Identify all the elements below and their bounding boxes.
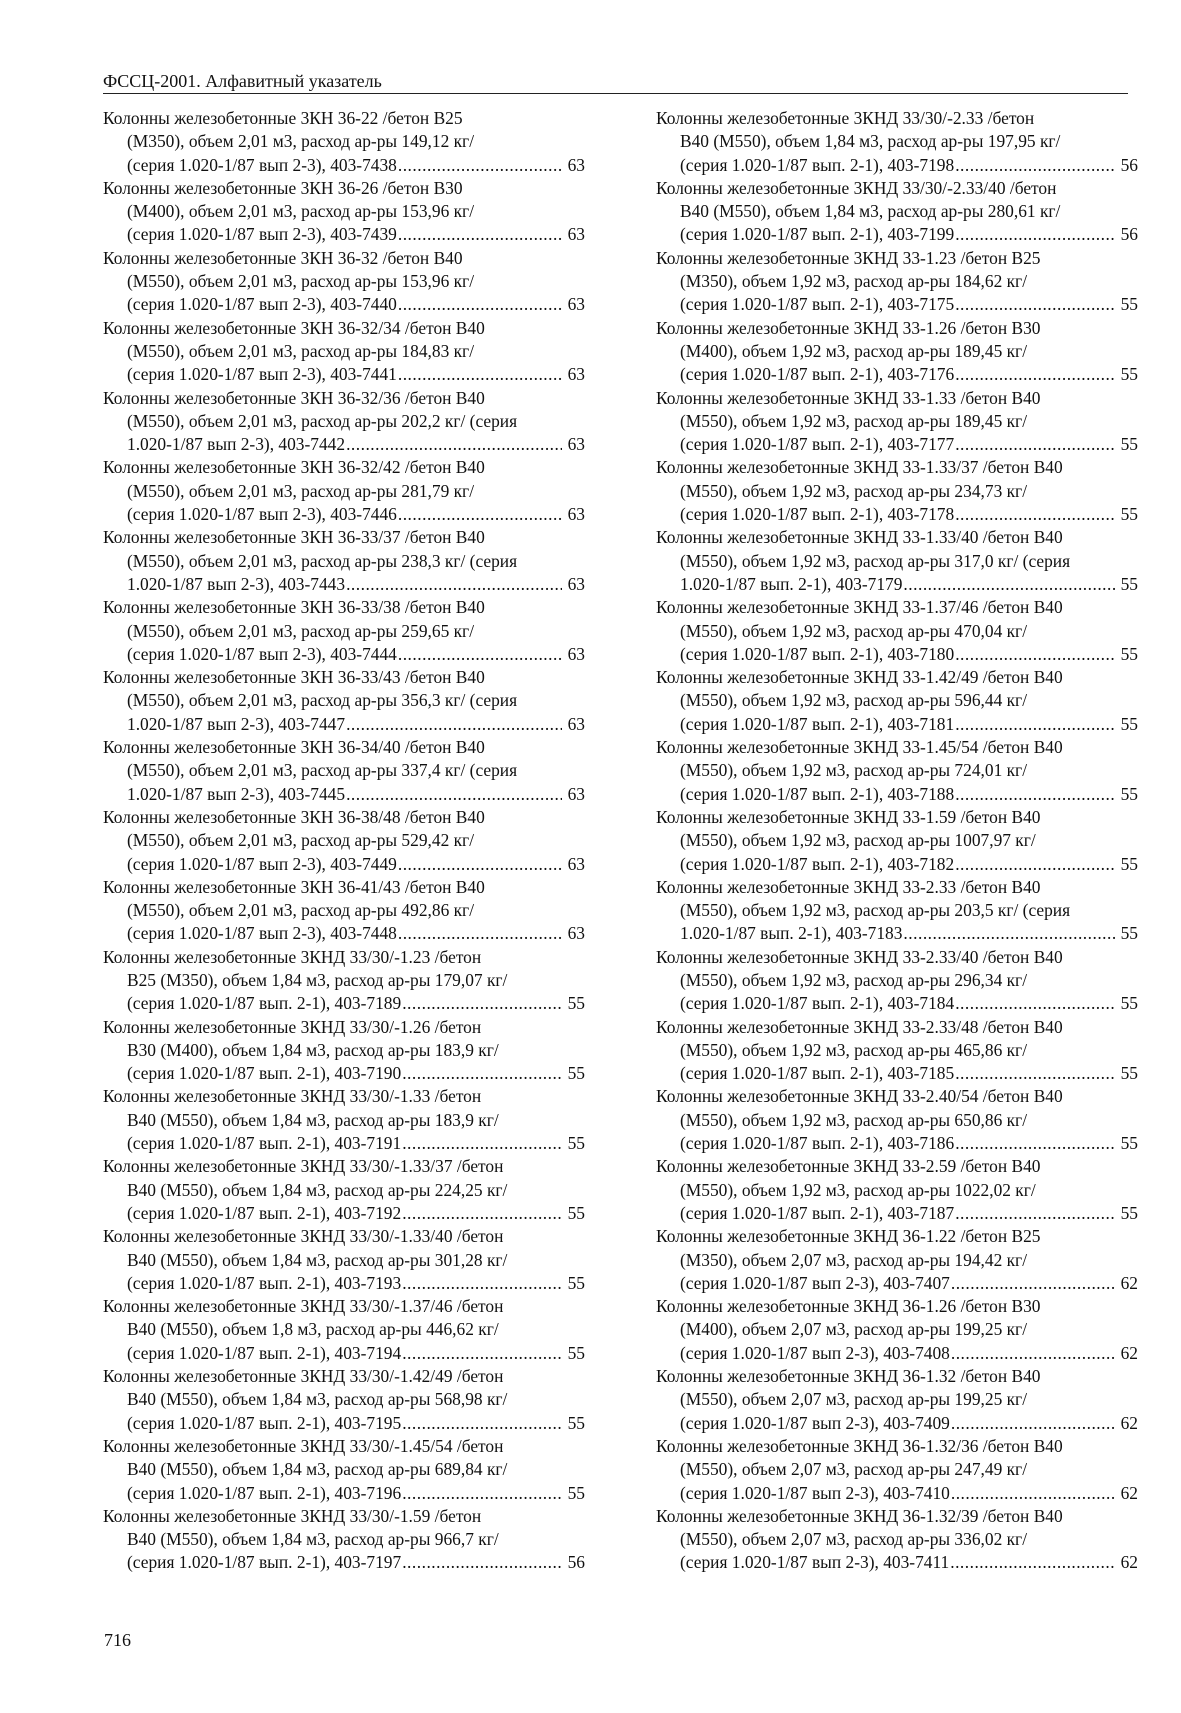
entry-page-number: 63 xyxy=(567,643,585,664)
entry-reference: 1.020-1/87 вып. 2-1), 403-7183 xyxy=(680,923,903,944)
entry-reference-line xyxy=(656,1342,1138,1365)
entry-reference-line xyxy=(656,573,1138,596)
entry-details: (М400), объем 1,92 м3, расход ар-ры 189,45 кг/ xyxy=(680,340,1028,361)
entry-reference: (серия 1.020-1/87 вып. 2-1), 403-7199 xyxy=(680,224,955,245)
entry-reference: (серия 1.020-1/87 вып. 2-1), 403-7194 xyxy=(127,1342,402,1363)
entry-title: Колонны железобетонные 3КНД 33-2.40/54 /бетон В40 xyxy=(656,1086,1063,1107)
entry-page-number: 55 xyxy=(1120,783,1138,804)
dot-leader xyxy=(955,154,1115,177)
index-entry xyxy=(103,1435,585,1505)
entry-title: Колонны железобетонные 3КНД 36-1.26 /бетон В30 xyxy=(656,1296,1041,1317)
entry-details: (М550), объем 2,01 м3, расход ар-ры 281,79 кг/ xyxy=(127,480,475,501)
entry-details: (М550), объем 1,92 м3, расход ар-ры 203,5 кг/ (серия xyxy=(680,900,1071,921)
index-entry xyxy=(103,317,585,387)
entry-title: Колонны железобетонные 3КНД 33-1.33/40 /бетон В40 xyxy=(656,527,1063,548)
entry-reference: (серия 1.020-1/87 вып. 2-1), 403-7190 xyxy=(127,1063,402,1084)
dot-leader xyxy=(955,293,1115,316)
entry-title: Колонны железобетонные 3КН 36-26 /бетон В30 xyxy=(103,177,463,198)
entry-page-number: 63 xyxy=(567,154,585,175)
dot-leader xyxy=(951,1482,1115,1505)
entry-page-number: 62 xyxy=(1120,1552,1138,1573)
entry-reference: (серия 1.020-1/87 вып. 2-1), 403-7192 xyxy=(127,1202,402,1223)
entry-reference: (серия 1.020-1/87 вып. 2-1), 403-7189 xyxy=(127,993,402,1014)
entry-page-number: 56 xyxy=(1120,154,1138,175)
dot-leader xyxy=(950,1551,1115,1574)
index-entry xyxy=(656,1295,1138,1365)
entry-page-number: 62 xyxy=(1120,1342,1138,1363)
entry-title: Колонны железобетонные 3КНД 33/30/-1.33/37 /бетон xyxy=(103,1156,504,1177)
entry-title: Колонны железобетонные 3КНД 33/30/-1.23 /бетон xyxy=(103,946,482,967)
index-entry xyxy=(656,387,1138,457)
entry-reference-line xyxy=(103,503,585,526)
entry-reference: (серия 1.020-1/87 вып 2-3), 403-7444 xyxy=(127,643,397,664)
entry-details: (М550), объем 2,01 м3, расход ар-ры 153,96 кг/ xyxy=(127,271,475,292)
entry-details: (М350), объем 1,92 м3, расход ар-ры 184,62 кг/ xyxy=(680,271,1028,292)
entry-reference-line xyxy=(656,503,1138,526)
dot-leader xyxy=(955,223,1115,246)
entry-title: Колонны железобетонные 3КН 36-38/48 /бетон В40 xyxy=(103,806,485,827)
entry-reference-line xyxy=(656,853,1138,876)
entry-page-number: 63 xyxy=(567,573,585,594)
entry-details: (М550), объем 2,01 м3, расход ар-ры 337,4 кг/ (серия xyxy=(127,760,518,781)
entry-reference-line xyxy=(103,783,585,806)
entry-reference: (серия 1.020-1/87 вып. 2-1), 403-7177 xyxy=(680,434,955,455)
entry-page-number: 63 xyxy=(567,923,585,944)
entry-reference: (серия 1.020-1/87 вып. 2-1), 403-7191 xyxy=(127,1133,402,1154)
entry-title: Колонны железобетонные 3КНД 33-1.33 /бетон В40 xyxy=(656,387,1041,408)
index-entry xyxy=(103,456,585,526)
entry-title: Колонны железобетонные 3КНД 33/30/-1.33 /бетон xyxy=(103,1086,482,1107)
entry-page-number: 55 xyxy=(1120,993,1138,1014)
entry-details: (М550), объем 1,92 м3, расход ар-ры 1022,02 кг/ xyxy=(680,1179,1036,1200)
entry-title: Колонны железобетонные 3КНД 33-1.45/54 /бетон В40 xyxy=(656,737,1063,758)
dot-leader xyxy=(346,783,562,806)
entry-reference: (серия 1.020-1/87 вып 2-3), 403-7407 xyxy=(680,1272,950,1293)
entry-title: Колонны железобетонные 3КН 36-34/40 /бетон В40 xyxy=(103,737,485,758)
index-entry xyxy=(103,1505,585,1575)
index-column-right xyxy=(656,107,1138,1575)
entry-details: В40 (М550), объем 1,84 м3, расход ар-ры 301,28 кг/ xyxy=(127,1249,508,1270)
index-entry xyxy=(656,1225,1138,1295)
entry-reference-line xyxy=(656,1272,1138,1295)
entry-details: В40 (М550), объем 1,84 м3, расход ар-ры 197,95 кг/ xyxy=(680,131,1061,152)
entry-reference-line xyxy=(103,223,585,246)
entry-title: Колонны железобетонные 3КНД 33-1.33/37 /бетон В40 xyxy=(656,457,1063,478)
entry-reference-line xyxy=(656,293,1138,316)
entry-reference-line xyxy=(656,1482,1138,1505)
entry-details: В40 (М550), объем 1,84 м3, расход ар-ры 183,9 кг/ xyxy=(127,1109,499,1130)
index-entry xyxy=(656,1085,1138,1155)
entry-reference: (серия 1.020-1/87 вып. 2-1), 403-7195 xyxy=(127,1412,402,1433)
entry-title: Колонны железобетонные 3КНД 33/30/-1.33/40 /бетон xyxy=(103,1226,504,1247)
entry-page-number: 63 xyxy=(567,853,585,874)
index-entry xyxy=(656,526,1138,596)
entry-reference: (серия 1.020-1/87 вып 2-3), 403-7411 xyxy=(680,1552,950,1573)
entry-reference: (серия 1.020-1/87 вып. 2-1), 403-7193 xyxy=(127,1272,402,1293)
entry-details: (М550), объем 1,92 м3, расход ар-ры 317,0 кг/ (серия xyxy=(680,550,1071,571)
entry-details: (М550), объем 1,92 м3, расход ар-ры 465,86 кг/ xyxy=(680,1039,1028,1060)
dot-leader xyxy=(402,1202,562,1225)
entry-title: Колонны железобетонные 3КНД 33/30/-1.26 /бетон xyxy=(103,1016,482,1037)
entry-title: Колонны железобетонные 3КН 36-33/38 /бетон В40 xyxy=(103,597,485,618)
entry-details: В40 (М550), объем 1,84 м3, расход ар-ры 689,84 кг/ xyxy=(127,1459,508,1480)
entry-reference: (серия 1.020-1/87 вып. 2-1), 403-7197 xyxy=(127,1552,402,1573)
entry-page-number: 55 xyxy=(1120,364,1138,385)
entry-reference-line xyxy=(656,433,1138,456)
entry-details: (М550), объем 2,01 м3, расход ар-ры 184,83 кг/ xyxy=(127,340,475,361)
entry-title: Колонны железобетонные 3КНД 33/30/-1.45/54 /бетон xyxy=(103,1435,504,1456)
entry-page-number: 55 xyxy=(1120,1063,1138,1084)
entry-reference-line xyxy=(103,992,585,1015)
entry-reference-line xyxy=(656,1132,1138,1155)
entry-reference: (серия 1.020-1/87 вып. 2-1), 403-7184 xyxy=(680,993,955,1014)
dot-leader xyxy=(903,922,1115,945)
entry-reference: 1.020-1/87 вып 2-3), 403-7447 xyxy=(127,713,346,734)
entry-title: Колонны железобетонные 3КНД 33/30/-1.42/49 /бетон xyxy=(103,1366,504,1387)
dot-leader xyxy=(955,1202,1115,1225)
entry-page-number: 55 xyxy=(1120,504,1138,525)
entry-title: Колонны железобетонные 3КНД 33-2.33 /бетон В40 xyxy=(656,876,1041,897)
entry-title: Колонны железобетонные 3КНД 33/30/-2.33/40 /бетон xyxy=(656,177,1057,198)
index-entry xyxy=(103,1155,585,1225)
entry-reference: (серия 1.020-1/87 вып 2-3), 403-7440 xyxy=(127,294,397,315)
entry-reference-line xyxy=(656,1062,1138,1085)
entry-title: Колонны железобетонные 3КНД 33-1.37/46 /бетон В40 xyxy=(656,597,1063,618)
entry-page-number: 55 xyxy=(567,1272,585,1293)
entry-reference-line xyxy=(656,1551,1138,1574)
dot-leader xyxy=(346,573,562,596)
entry-reference-line xyxy=(656,643,1138,666)
entry-title: Колонны железобетонные 3КНД 33-1.42/49 /бетон В40 xyxy=(656,667,1063,688)
entry-page-number: 62 xyxy=(1120,1272,1138,1293)
entry-reference-line xyxy=(656,992,1138,1015)
dot-leader xyxy=(402,1412,562,1435)
dot-leader xyxy=(402,1272,562,1295)
dot-leader xyxy=(951,1342,1115,1365)
entry-reference: 1.020-1/87 вып 2-3), 403-7445 xyxy=(127,783,346,804)
entry-reference-line xyxy=(103,1342,585,1365)
entry-reference-line xyxy=(656,363,1138,386)
dot-leader xyxy=(398,363,562,386)
dot-leader xyxy=(398,643,562,666)
index-column-left xyxy=(103,107,585,1575)
entry-page-number: 55 xyxy=(567,1412,585,1433)
entry-details: В40 (М550), объем 1,84 м3, расход ар-ры 280,61 кг/ xyxy=(680,201,1061,222)
index-entry xyxy=(656,876,1138,946)
entry-reference-line xyxy=(103,1551,585,1574)
entry-reference: (серия 1.020-1/87 вып 2-3), 403-7439 xyxy=(127,224,397,245)
dot-leader xyxy=(955,783,1115,806)
entry-title: Колонны железобетонные 3КН 36-33/37 /бетон В40 xyxy=(103,527,485,548)
entry-details: (М550), объем 2,01 м3, расход ар-ры 356,3 кг/ (серия xyxy=(127,690,518,711)
entry-details: В25 (М350), объем 1,84 м3, расход ар-ры 179,07 кг/ xyxy=(127,969,508,990)
dot-leader xyxy=(903,573,1115,596)
dot-leader xyxy=(402,1551,562,1574)
dot-leader xyxy=(951,1412,1115,1435)
index-entry xyxy=(103,1295,585,1365)
index-entry xyxy=(103,736,585,806)
entry-page-number: 55 xyxy=(1120,573,1138,594)
entry-reference-line xyxy=(103,1132,585,1155)
index-entry xyxy=(656,736,1138,806)
index-entry xyxy=(656,596,1138,666)
entry-page-number: 63 xyxy=(567,434,585,455)
entry-reference: (серия 1.020-1/87 вып 2-3), 403-7446 xyxy=(127,504,397,525)
index-entry xyxy=(656,946,1138,1016)
entry-page-number: 56 xyxy=(1120,224,1138,245)
entry-title: Колонны железобетонные 3КНД 33-1.23 /бетон В25 xyxy=(656,247,1041,268)
entry-reference-line xyxy=(103,1412,585,1435)
entry-reference: 1.020-1/87 вып. 2-1), 403-7179 xyxy=(680,573,903,594)
entry-page-number: 55 xyxy=(1120,853,1138,874)
entry-reference-line xyxy=(103,1062,585,1085)
entry-details: (М550), объем 1,92 м3, расход ар-ры 189,45 кг/ xyxy=(680,410,1028,431)
dot-leader xyxy=(955,363,1115,386)
index-entry xyxy=(103,596,585,666)
entry-reference: (серия 1.020-1/87 вып 2-3), 403-7438 xyxy=(127,154,397,175)
index-entry xyxy=(656,1016,1138,1086)
entry-reference: (серия 1.020-1/87 вып. 2-1), 403-7198 xyxy=(680,154,955,175)
index-entry xyxy=(656,177,1138,247)
entry-page-number: 63 xyxy=(567,294,585,315)
index-entry xyxy=(656,1505,1138,1575)
dot-leader xyxy=(398,503,562,526)
entry-reference: 1.020-1/87 вып 2-3), 403-7443 xyxy=(127,573,346,594)
entry-reference-line xyxy=(656,713,1138,736)
entry-details: (М550), объем 1,92 м3, расход ар-ры 234,73 кг/ xyxy=(680,480,1028,501)
dot-leader xyxy=(402,1342,562,1365)
entry-reference-line xyxy=(103,433,585,456)
entry-page-number: 55 xyxy=(1120,923,1138,944)
entry-reference: (серия 1.020-1/87 вып. 2-1), 403-7196 xyxy=(127,1482,402,1503)
entry-page-number: 55 xyxy=(1120,1202,1138,1223)
entry-title: Колонны железобетонные 3КНД 33-2.59 /бетон В40 xyxy=(656,1156,1041,1177)
index-entry xyxy=(103,946,585,1016)
entry-details: (М550), объем 2,01 м3, расход ар-ры 529,42 кг/ xyxy=(127,830,475,851)
entry-reference: (серия 1.020-1/87 вып. 2-1), 403-7176 xyxy=(680,364,955,385)
entry-title: Колонны железобетонные 3КНД 36-1.32 /бетон В40 xyxy=(656,1366,1041,1387)
dot-leader xyxy=(402,992,562,1015)
entry-title: Колонны железобетонные 3КНД 33/30/-1.37/46 /бетон xyxy=(103,1296,504,1317)
index-entry xyxy=(103,526,585,596)
entry-reference-line xyxy=(103,293,585,316)
dot-leader xyxy=(955,1132,1115,1155)
entry-title: Колонны железобетонные 3КНД 33-2.33/40 /бетон В40 xyxy=(656,946,1063,967)
entry-reference-line xyxy=(103,922,585,945)
index-entry xyxy=(656,317,1138,387)
entry-reference: (серия 1.020-1/87 вып. 2-1), 403-7175 xyxy=(680,294,955,315)
entry-reference: (серия 1.020-1/87 вып 2-3), 403-7410 xyxy=(680,1482,950,1503)
entry-reference: (серия 1.020-1/87 вып. 2-1), 403-7180 xyxy=(680,643,955,664)
entry-title: Колонны железобетонные 3КН 36-32/42 /бетон В40 xyxy=(103,457,485,478)
entry-details: В40 (М550), объем 1,8 м3, расход ар-ры 446,62 кг/ xyxy=(127,1319,499,1340)
entry-reference: (серия 1.020-1/87 вып 2-3), 403-7448 xyxy=(127,923,397,944)
index-entry xyxy=(656,456,1138,526)
dot-leader xyxy=(398,154,562,177)
entry-reference: (серия 1.020-1/87 вып. 2-1), 403-7185 xyxy=(680,1063,955,1084)
entry-reference-line xyxy=(103,713,585,736)
entry-details: (М550), объем 1,92 м3, расход ар-ры 470,04 кг/ xyxy=(680,620,1028,641)
index-entry xyxy=(656,107,1138,177)
entry-title: Колонны железобетонные 3КНД 36-1.32/39 /бетон В40 xyxy=(656,1505,1063,1526)
entry-reference: 1.020-1/87 вып 2-3), 403-7442 xyxy=(127,434,346,455)
entry-page-number: 63 xyxy=(567,504,585,525)
index-entry xyxy=(103,247,585,317)
dot-leader xyxy=(955,992,1115,1015)
entry-title: Колонны железобетонные 3КНД 33/30/-2.33 /бетон xyxy=(656,108,1035,128)
entry-details: (М550), объем 2,01 м3, расход ар-ры 259,65 кг/ xyxy=(127,620,475,641)
dot-leader xyxy=(951,1272,1115,1295)
dot-leader xyxy=(402,1482,562,1505)
entry-details: (М550), объем 2,01 м3, расход ар-ры 202,2 кг/ (серия xyxy=(127,410,518,431)
entry-page-number: 63 xyxy=(567,224,585,245)
entry-page-number: 55 xyxy=(1120,713,1138,734)
entry-details: (М350), объем 2,07 м3, расход ар-ры 194,42 кг/ xyxy=(680,1249,1028,1270)
entry-reference-line xyxy=(656,922,1138,945)
dot-leader xyxy=(398,293,562,316)
entry-page-number: 55 xyxy=(567,1133,585,1154)
entry-reference-line xyxy=(103,363,585,386)
entry-title: Колонны железобетонные 3КНД 36-1.32/36 /бетон В40 xyxy=(656,1435,1063,1456)
index-entry xyxy=(656,1365,1138,1435)
dot-leader xyxy=(955,1062,1115,1085)
entry-reference-line xyxy=(656,154,1138,177)
dot-leader xyxy=(398,223,562,246)
entry-reference-line xyxy=(103,154,585,177)
dot-leader xyxy=(402,1132,562,1155)
index-entry xyxy=(103,876,585,946)
entry-page-number: 55 xyxy=(1120,1133,1138,1154)
entry-reference-line xyxy=(656,223,1138,246)
index-entry xyxy=(103,177,585,247)
entry-reference-line xyxy=(103,1482,585,1505)
entry-details: (М550), объем 1,92 м3, расход ар-ры 1007,97 кг/ xyxy=(680,830,1036,851)
entry-details: (М550), объем 1,92 м3, расход ар-ры 296,34 кг/ xyxy=(680,969,1028,990)
dot-leader xyxy=(955,433,1115,456)
entry-reference-line xyxy=(103,643,585,666)
entry-page-number: 55 xyxy=(1120,294,1138,315)
dot-leader xyxy=(398,922,562,945)
entry-details: (М550), объем 1,92 м3, расход ар-ры 650,86 кг/ xyxy=(680,1109,1028,1130)
entry-title: Колонны железобетонные 3КН 36-41/43 /бетон В40 xyxy=(103,876,485,897)
dot-leader xyxy=(955,853,1115,876)
entry-details: В40 (М550), объем 1,84 м3, расход ар-ры 224,25 кг/ xyxy=(127,1179,508,1200)
entry-page-number: 55 xyxy=(567,1063,585,1084)
entry-details: В40 (М550), объем 1,84 м3, расход ар-ры 568,98 кг/ xyxy=(127,1389,508,1410)
entry-title: Колонны железобетонные 3КНД 33/30/-1.59 /бетон xyxy=(103,1505,482,1526)
dot-leader xyxy=(955,713,1115,736)
entry-reference-line xyxy=(656,1412,1138,1435)
entry-reference: (серия 1.020-1/87 вып 2-3), 403-7408 xyxy=(680,1342,950,1363)
entry-details: (М550), объем 2,01 м3, расход ар-ры 492,86 кг/ xyxy=(127,900,475,921)
index-entry xyxy=(656,247,1138,317)
index-entry xyxy=(103,1016,585,1086)
entry-title: Колонны железобетонные 3КНД 33-2.33/48 /бетон В40 xyxy=(656,1016,1063,1037)
entry-title: Колонны железобетонные 3КН 36-32 /бетон В40 xyxy=(103,247,463,268)
entry-reference-line xyxy=(103,1272,585,1295)
page-header xyxy=(103,70,1128,94)
entry-title: Колонны железобетонные 3КН 36-32/34 /бетон В40 xyxy=(103,317,485,338)
index-entry xyxy=(103,666,585,736)
entry-page-number: 55 xyxy=(567,1202,585,1223)
entry-reference-line xyxy=(656,783,1138,806)
entry-reference: (серия 1.020-1/87 вып. 2-1), 403-7178 xyxy=(680,504,955,525)
index-entry xyxy=(103,107,585,177)
entry-page-number: 55 xyxy=(1120,434,1138,455)
entry-page-number: 63 xyxy=(567,364,585,385)
entry-title: Колонны железобетонные 3КН 36-22 /бетон В25 xyxy=(103,108,463,128)
entry-details: (М550), объем 2,07 м3, расход ар-ры 199,25 кг/ xyxy=(680,1389,1028,1410)
index-entry xyxy=(103,387,585,457)
dot-leader xyxy=(402,1062,562,1085)
entry-details: (М400), объем 2,07 м3, расход ар-ры 199,25 кг/ xyxy=(680,1319,1028,1340)
entry-page-number: 55 xyxy=(567,1342,585,1363)
page-number: 716 xyxy=(104,1630,131,1650)
dot-leader xyxy=(955,643,1115,666)
entry-details: (М550), объем 2,07 м3, расход ар-ры 247,49 кг/ xyxy=(680,1459,1028,1480)
entry-reference: (серия 1.020-1/87 вып 2-3), 403-7441 xyxy=(127,364,397,385)
entry-page-number: 55 xyxy=(1120,643,1138,664)
index-entry xyxy=(103,806,585,876)
entry-reference: (серия 1.020-1/87 вып. 2-1), 403-7181 xyxy=(680,713,955,734)
entry-title: Колонны железобетонные 3КНД 33-1.26 /бетон В30 xyxy=(656,317,1041,338)
entry-page-number: 63 xyxy=(567,783,585,804)
index-entry xyxy=(656,1435,1138,1505)
entry-details: (М550), объем 2,07 м3, расход ар-ры 336,02 кг/ xyxy=(680,1529,1028,1550)
index-entry xyxy=(103,1365,585,1435)
entry-reference: (серия 1.020-1/87 вып 2-3), 403-7409 xyxy=(680,1412,950,1433)
entry-reference-line xyxy=(103,573,585,596)
entry-title: Колонны железобетонные 3КН 36-33/43 /бетон В40 xyxy=(103,667,485,688)
index-entry xyxy=(656,666,1138,736)
entry-page-number: 63 xyxy=(567,713,585,734)
entry-details: (М550), объем 2,01 м3, расход ар-ры 238,3 кг/ (серия xyxy=(127,550,518,571)
entry-page-number: 56 xyxy=(567,1552,585,1573)
entry-reference: (серия 1.020-1/87 вып. 2-1), 403-7182 xyxy=(680,853,955,874)
entry-title: Колонны железобетонные 3КНД 36-1.22 /бетон В25 xyxy=(656,1226,1041,1247)
entry-page-number: 55 xyxy=(567,993,585,1014)
entry-reference-line xyxy=(103,853,585,876)
dot-leader xyxy=(346,433,562,456)
entry-page-number: 62 xyxy=(1120,1412,1138,1433)
entry-page-number: 55 xyxy=(567,1482,585,1503)
entry-details: В30 (М400), объем 1,84 м3, расход ар-ры 183,9 кг/ xyxy=(127,1039,499,1060)
entry-reference: (серия 1.020-1/87 вып. 2-1), 403-7187 xyxy=(680,1202,955,1223)
page-title: ФССЦ-2001. Алфавитный указатель xyxy=(103,71,382,91)
entry-page-number: 62 xyxy=(1120,1482,1138,1503)
entry-details: (М350), объем 2,01 м3, расход ар-ры 149,12 кг/ xyxy=(127,131,475,152)
entry-reference: (серия 1.020-1/87 вып. 2-1), 403-7186 xyxy=(680,1133,955,1154)
dot-leader xyxy=(955,503,1115,526)
entry-details: В40 (М550), объем 1,84 м3, расход ар-ры 966,7 кг/ xyxy=(127,1529,499,1550)
dot-leader xyxy=(346,713,562,736)
entry-reference-line xyxy=(656,1202,1138,1225)
entry-reference-line xyxy=(103,1202,585,1225)
entry-title: Колонны железобетонные 3КНД 33-1.59 /бетон В40 xyxy=(656,806,1041,827)
entry-reference: (серия 1.020-1/87 вып 2-3), 403-7449 xyxy=(127,853,397,874)
dot-leader xyxy=(398,853,562,876)
entry-reference: (серия 1.020-1/87 вып. 2-1), 403-7188 xyxy=(680,783,955,804)
entry-details: (М550), объем 1,92 м3, расход ар-ры 724,01 кг/ xyxy=(680,760,1028,781)
index-entry xyxy=(656,806,1138,876)
index-entry xyxy=(103,1085,585,1155)
index-entry xyxy=(656,1155,1138,1225)
entry-title: Колонны железобетонные 3КН 36-32/36 /бетон В40 xyxy=(103,387,485,408)
entry-details: (М400), объем 2,01 м3, расход ар-ры 153,96 кг/ xyxy=(127,201,475,222)
index-entry xyxy=(103,1225,585,1295)
entry-details: (М550), объем 1,92 м3, расход ар-ры 596,44 кг/ xyxy=(680,690,1028,711)
